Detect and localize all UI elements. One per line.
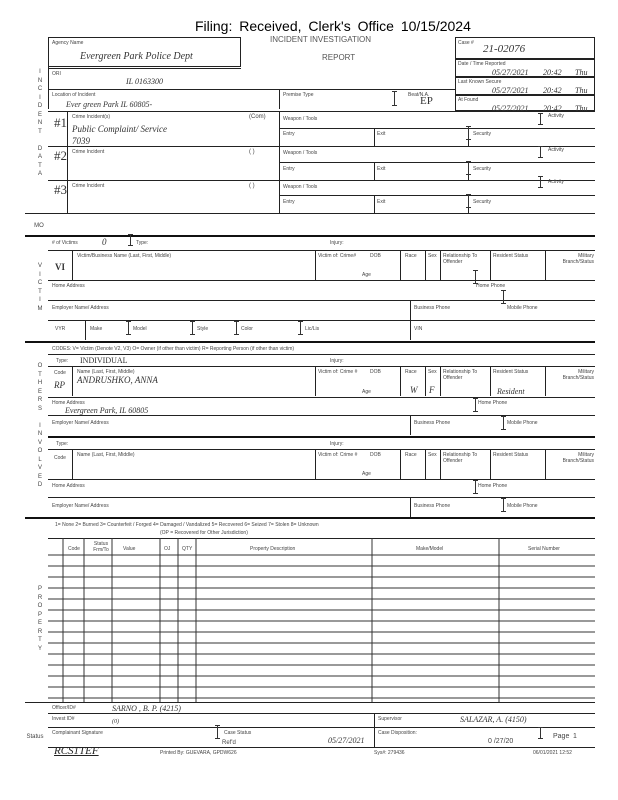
crime-3-weapon-label: Weapon / Tools xyxy=(283,184,318,190)
others2-code-label: Code xyxy=(54,455,66,461)
crime-3-label: Crime Incident xyxy=(72,183,105,189)
crime-2-entry-label: Entry xyxy=(283,166,295,172)
case-value: 21-02076 xyxy=(483,43,526,55)
invest-value: (0) xyxy=(112,719,119,725)
others-victim-of-label: Victim of: Crime # xyxy=(318,369,358,375)
side-label-mo: MO xyxy=(34,223,44,229)
crime-1-line2: 7039 xyxy=(72,136,90,146)
page-label: Page xyxy=(553,733,570,740)
others-home-label: Home Address xyxy=(52,400,85,406)
rule xyxy=(48,436,595,438)
victim-make-label: Make xyxy=(90,326,103,332)
crime-1-label: Crime Incident(s) xyxy=(72,114,111,120)
crime-3-entry-label: Entry xyxy=(283,199,295,205)
others-sex-label: Sex xyxy=(428,369,437,375)
crime-2-status: ( ) xyxy=(249,149,255,155)
known-label: Last Known Secure xyxy=(458,79,502,85)
crime-1-line1: Public Complaint/ Service xyxy=(72,124,167,134)
rule xyxy=(279,89,280,109)
rule xyxy=(425,366,426,396)
others2-military-label: Military Branch/Status xyxy=(562,452,594,464)
others2-race-label: Race xyxy=(405,452,417,458)
side-label-others: O T H E R S I N V O L V E D xyxy=(37,363,43,488)
rule xyxy=(25,517,595,519)
victim-injury-label: Injury: xyxy=(330,240,344,246)
others-sex-value: F xyxy=(429,385,435,395)
others-military-label: Military Branch/Status xyxy=(562,369,594,381)
text-cursor-icon xyxy=(236,321,237,335)
crime-1-number: #1 xyxy=(54,115,67,130)
complainant-signature: RCS1TEF xyxy=(54,745,99,757)
text-cursor-icon xyxy=(468,194,469,208)
others-name-label: Name (Last, First, Middle) xyxy=(77,369,135,375)
rule xyxy=(374,727,375,747)
others-relationship-label: Relationship To Offender xyxy=(443,369,478,381)
side-label-incident: I N C I D E N T D A T A xyxy=(37,69,43,177)
property-col-serial: Serial Number xyxy=(528,546,560,552)
others-codes-line: CODES: V= Victim (Denote V2, V3) O= Owner (if other than victim) R= Reporting Person (if other than victim) xyxy=(52,346,295,352)
text-cursor-icon xyxy=(300,321,301,335)
officer-value: SARNO , B. P. (4215) xyxy=(112,704,181,713)
text-cursor-icon xyxy=(468,126,469,140)
side-label-property: P R O P E R T Y xyxy=(37,586,43,652)
text-cursor-icon xyxy=(130,234,131,246)
others-name-value: ANDRUSHKO, ANNA xyxy=(77,375,158,385)
text-cursor-icon xyxy=(540,727,541,739)
others2-home-label: Home Address xyxy=(52,483,85,489)
rule xyxy=(48,449,595,450)
location-label: Location of Incident xyxy=(52,92,96,98)
others2-age-label: Age xyxy=(362,471,371,477)
text-cursor-icon xyxy=(540,113,541,125)
crime-1-entry-label: Entry xyxy=(283,131,295,137)
rule xyxy=(48,180,595,181)
sys-number: Sys#: 279436 xyxy=(374,750,405,756)
others2-employer-label: Employer Name/ Address xyxy=(52,503,109,509)
victim-model-label: Model xyxy=(133,326,147,332)
victim-dob-label: DOB xyxy=(370,253,381,259)
others-home-phone-label: Home Phone xyxy=(478,400,508,406)
rule xyxy=(72,250,73,280)
property-col-value: Value xyxy=(123,546,136,552)
text-cursor-icon xyxy=(475,398,476,412)
victim-home-label: Home Address xyxy=(52,283,85,289)
text-cursor-icon xyxy=(475,480,476,494)
property-legend-2: (OP = Recovered for Other Jurisdiction) xyxy=(160,530,248,536)
others-code-label: Code xyxy=(54,370,66,376)
crime-2-weapon-label: Weapon / Tools xyxy=(283,150,318,156)
rule xyxy=(545,449,546,479)
rule xyxy=(48,37,49,109)
reported-time: 20:42 xyxy=(543,68,562,77)
rule xyxy=(48,415,595,416)
rule xyxy=(48,366,595,367)
case-date-value: 05/27/2021 xyxy=(328,736,365,745)
victim-race-label: Race xyxy=(405,253,417,259)
crime-2-activity-label: Activity xyxy=(548,147,564,153)
known-date: 05/27/2021 xyxy=(492,86,529,95)
ori-value: IL 0163300 xyxy=(126,77,163,86)
rule xyxy=(400,250,401,280)
victim-type-label: Type: xyxy=(136,240,149,246)
disposition-label: Case Disposition: xyxy=(378,730,417,736)
text-cursor-icon xyxy=(217,725,218,739)
case-status-value: Ref'd xyxy=(222,740,236,746)
victim-military-label: Military Branch/Status xyxy=(562,253,594,265)
property-col-code: Code xyxy=(68,546,80,552)
text-cursor-icon xyxy=(503,290,504,304)
others-injury-label: Injury: xyxy=(330,358,344,364)
found-day: Thu xyxy=(575,104,588,113)
victim-code-value: VI xyxy=(55,262,66,272)
victim-employer-label: Employer Name/ Address xyxy=(52,305,109,311)
rule xyxy=(48,250,595,251)
crime-3-activity-label: Activity xyxy=(548,179,564,185)
rule xyxy=(48,89,455,90)
page-value: 1 xyxy=(573,733,577,740)
ori-label: ORI xyxy=(52,71,61,77)
invest-label: Invest ID# xyxy=(52,716,75,722)
found-time: 20:42 xyxy=(543,104,562,113)
beat-value: EP xyxy=(420,95,433,107)
rule xyxy=(48,300,595,301)
property-col-status: Status Frm/To xyxy=(93,541,109,553)
crime-1-security-label: Security xyxy=(473,131,492,137)
rule xyxy=(48,146,595,147)
location-value: Ever green Park IL 60805- xyxy=(66,100,153,109)
property-col-qty: QTY xyxy=(182,546,193,552)
victim-vyr-label: VYR xyxy=(55,326,66,332)
disposition-date: 0 /27/20 xyxy=(488,738,514,745)
case-status-label: Case Status xyxy=(224,730,252,736)
side-label-victim: V I C T I M xyxy=(37,263,43,312)
victim-vin-label: VIN xyxy=(414,326,423,332)
others-home-value: Evergreen Park, IL 60805 xyxy=(65,406,149,415)
others2-mobile-label: Mobile Phone xyxy=(507,503,538,509)
others-race-label: Race xyxy=(405,369,417,375)
others-race-value: W xyxy=(410,385,418,395)
rule xyxy=(374,128,375,146)
side-label-status: Status xyxy=(26,734,44,740)
victim-color-label: Color xyxy=(241,326,253,332)
others2-home-phone-label: Home Phone xyxy=(478,483,508,489)
property-col-oj: OJ xyxy=(164,546,171,552)
known-day: Thu xyxy=(575,86,588,95)
rule xyxy=(48,747,595,748)
victim-business-phone-label: Business Phone xyxy=(414,305,451,311)
rule xyxy=(315,449,316,479)
rule xyxy=(410,415,411,435)
rule xyxy=(425,449,426,479)
rule xyxy=(48,68,241,69)
rule xyxy=(25,235,595,237)
rule xyxy=(410,300,411,320)
victim-mobile-label: Mobile Phone xyxy=(507,305,538,311)
rule xyxy=(25,213,595,214)
rule xyxy=(48,497,595,498)
rule xyxy=(425,250,426,280)
rule xyxy=(72,366,73,396)
rule xyxy=(400,366,401,396)
victim-lic-label: Lic/Lis xyxy=(305,326,320,332)
others-age-label: Age xyxy=(362,389,371,395)
rule xyxy=(410,497,411,517)
others-type-value: INDIVIDUAL xyxy=(80,356,128,365)
rule xyxy=(315,366,316,396)
others2-business-phone-label: Business Phone xyxy=(414,503,451,509)
property-col-description: Property Description xyxy=(250,546,296,552)
others2-injury-label: Injury: xyxy=(330,441,344,447)
rule xyxy=(440,250,441,280)
known-time: 20:42 xyxy=(543,86,562,95)
others-code-value: RP xyxy=(54,380,65,390)
reported-label: Date / Time Reported xyxy=(458,61,506,67)
premise-label: Premise Type xyxy=(283,92,314,98)
crime-1-status: (Com) xyxy=(249,114,266,120)
rule xyxy=(48,111,595,112)
others2-relationship-label: Relationship To Offender xyxy=(443,452,478,464)
victim-count-value: 0 xyxy=(102,237,107,247)
property-col-make: Make/Model xyxy=(416,546,444,552)
victim-name-label: Victim/Business Name (Last, First, Middle) xyxy=(77,253,172,259)
rule xyxy=(25,341,595,343)
crime-1-exit-label: Exit xyxy=(377,131,386,137)
text-cursor-icon xyxy=(468,161,469,175)
victim-sex-label: Sex xyxy=(428,253,437,259)
form-title-report: REPORT xyxy=(322,53,356,62)
filing-stamp: Filing: Received, Clerk's Office 10/15/2024 xyxy=(195,18,471,34)
others-resident-label: Resident Status xyxy=(493,369,529,375)
others-type-label: Type: xyxy=(56,358,69,364)
rule xyxy=(279,128,595,129)
others2-type-label: Type: xyxy=(56,441,69,447)
crime-2-number: #2 xyxy=(54,148,67,163)
supervisor-label: Supervisor xyxy=(378,716,402,722)
crime-3-number: #3 xyxy=(54,182,67,197)
agency-label: Agency Name xyxy=(52,40,84,46)
rule xyxy=(440,366,441,396)
found-label: At Found xyxy=(458,97,479,103)
rule xyxy=(374,195,375,213)
crime-2-label: Crime Incident xyxy=(72,149,105,155)
found-date: 05/27/2021 xyxy=(492,104,529,113)
officer-label: Officer/ID# xyxy=(52,705,76,711)
rule xyxy=(279,195,595,196)
rule xyxy=(374,162,375,180)
crime-2-security-label: Security xyxy=(473,166,492,172)
rule xyxy=(48,479,595,480)
form-title: INCIDENT INVESTIGATION xyxy=(270,35,372,44)
others2-sex-label: Sex xyxy=(428,452,437,458)
crime-3-status: ( ) xyxy=(249,183,255,189)
victim-of-label: Victim of: Crime# xyxy=(318,253,356,259)
text-cursor-icon xyxy=(394,91,395,106)
rule xyxy=(67,111,68,213)
rule xyxy=(48,354,595,355)
victim-relationship-label: Relationship To Offender xyxy=(443,253,478,265)
rule xyxy=(490,366,491,396)
others-dob-label: DOB xyxy=(370,369,381,375)
victim-resident-label: Resident Status xyxy=(493,253,529,259)
victim-home-phone-label: Home Phone xyxy=(476,283,506,289)
others-resident-value: Resident xyxy=(497,387,525,396)
others-employer-label: Employer Name/ Address xyxy=(52,420,109,426)
crime-1-weapon-label: Weapon / Tools xyxy=(283,116,318,122)
others2-name-label: Name (Last, First, Middle) xyxy=(77,452,135,458)
complainant-label: Complainant Signature xyxy=(52,730,103,736)
rule xyxy=(48,727,595,728)
printed-by: Printed By: GUEVARA, GPDW626 xyxy=(160,750,237,756)
printed-at: 06/01/2021 12:52 xyxy=(533,750,572,756)
rule xyxy=(410,320,411,340)
rule xyxy=(48,397,595,398)
reported-date: 05/27/2021 xyxy=(492,68,529,77)
rule xyxy=(400,449,401,479)
rule xyxy=(72,449,73,479)
victim-count-label: # of Victims xyxy=(52,240,78,246)
rule xyxy=(85,320,86,340)
text-cursor-icon xyxy=(503,416,504,430)
property-legend: 1= None 2= Burned 3= Counterfeit / Forged 4= Damaged / Vandalized 5= Recovered 6= Seized 7= Stolen 8= Unknown xyxy=(55,522,319,528)
rule xyxy=(25,702,595,703)
rule xyxy=(545,366,546,396)
crime-3-security-label: Security xyxy=(473,199,492,205)
agency-value: Evergreen Park Police Dept xyxy=(80,51,193,62)
rule xyxy=(490,449,491,479)
others2-dob-label: DOB xyxy=(370,452,381,458)
rule xyxy=(279,162,595,163)
supervisor-value: SALAZAR, A. (4150) xyxy=(460,715,527,724)
text-cursor-icon xyxy=(540,146,541,158)
reported-day: Thu xyxy=(575,68,588,77)
property-grid xyxy=(48,538,595,702)
others-mobile-label: Mobile Phone xyxy=(507,420,538,426)
crime-2-exit-label: Exit xyxy=(377,166,386,172)
rule xyxy=(440,449,441,479)
text-cursor-icon xyxy=(475,270,476,284)
victim-age-label: Age xyxy=(362,272,371,278)
text-cursor-icon xyxy=(503,498,504,512)
beat-label: Beat/N.A. xyxy=(408,92,430,98)
rule xyxy=(545,250,546,280)
victim-style-label: Style xyxy=(197,326,209,332)
others2-resident-label: Resident Status xyxy=(493,452,529,458)
case-label: Case # xyxy=(458,40,474,46)
others2-victim-of-label: Victim of: Crime # xyxy=(318,452,358,458)
text-cursor-icon xyxy=(192,321,193,335)
rule xyxy=(48,280,595,281)
crime-1-activity-label: Activity xyxy=(548,113,564,119)
text-cursor-icon xyxy=(540,176,541,188)
others-business-phone-label: Business Phone xyxy=(414,420,451,426)
rule xyxy=(490,250,491,280)
text-cursor-icon xyxy=(128,321,129,335)
crime-3-exit-label: Exit xyxy=(377,199,386,205)
rule xyxy=(315,250,316,280)
